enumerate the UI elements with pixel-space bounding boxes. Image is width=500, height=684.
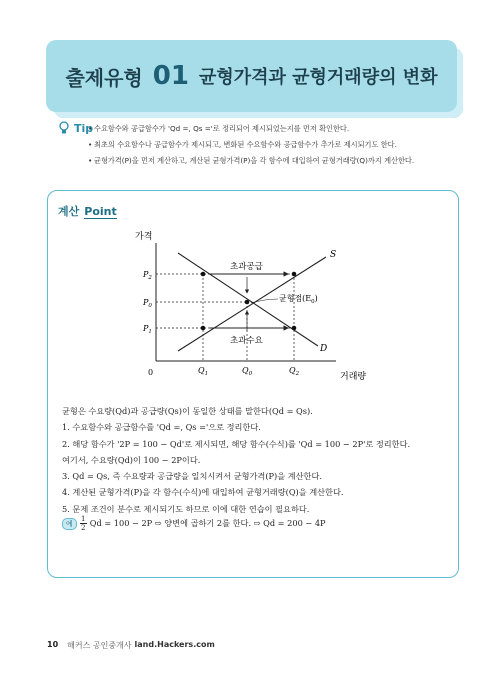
demand-label: D [320, 344, 328, 354]
calc-line: 4. 계산된 균형가격(P)을 각 함수(수식)에 대입하여 균형거래량(Q)을 계산한다. [62, 487, 344, 498]
calc-line: 5. 문제 조건이 분수로 제시되기도 하므로 이에 대한 연습이 필요하다. [62, 503, 310, 514]
origin-label: 0 [148, 368, 154, 377]
tip-item: • 최초의 수요함수나 공급함수가 제시되고, 변화된 수요함수와 공급함수가 추가로 제시되기도 한다. [88, 137, 483, 153]
calc-line: 2. 해당 함수가 '2P = 100 − Qd'로 제시되면, 해당 함수(수식)를 'Qd = 100 − 2P'로 정리한다. [62, 438, 411, 449]
excess-supply-label: 초과공급 [230, 262, 263, 272]
calc-point-box [47, 190, 459, 578]
y-axis-label: 가격 [135, 232, 153, 242]
page-number: 10 [47, 640, 59, 649]
p2-label: $P_2$ [143, 270, 152, 281]
tip-list [88, 121, 483, 169]
p0-label: $P_0$ [143, 298, 152, 309]
title-category: 출제유형 [65, 65, 143, 90]
q1-label: $Q_1$ [198, 366, 209, 377]
footer-brand: 해커스 공인중개사 [67, 641, 132, 650]
title-number: 01 [152, 61, 189, 91]
example-badge: 예 [62, 518, 77, 530]
tip-label: Tip [74, 121, 94, 135]
calc-explanation [62, 403, 452, 517]
calc-head-ko: 계산 [58, 205, 80, 218]
point-equilibrium [245, 300, 250, 305]
fraction-denominator: 2 [81, 524, 86, 532]
supply-demand-graph [48, 191, 458, 401]
equilibrium-label: 균형점$(E_0)$ [279, 294, 318, 305]
page-footer [47, 640, 215, 651]
calc-line: 1. 수요함수와 공급함수를 'Qd =, Qs ='으로 정리한다. [62, 422, 261, 433]
q0-label: $Q_0$ [242, 366, 253, 377]
calc-line: 균형은 수요량(Qd)과 공급량(Qs)이 동일한 상태를 말한다(Qd = Qs). [62, 406, 313, 416]
fraction-numerator: 1 [81, 515, 86, 523]
title-label: 균형가격과 균형거래량의 변화 [198, 67, 438, 88]
tip-item: • 수요함수와 공급함수가 'Qd =, Qs ='로 정리되어 제시되었는지를 먼저 확인한다. [88, 121, 483, 137]
page-title [46, 40, 457, 112]
example-text: Qd = 100 − 2P ⇨ 양변에 곱하기 2를 한다. ⇨ Qd = 200 − 4P [89, 518, 326, 528]
tip-item: • 균형가격(P)을 먼저 계산하고, 계산된 균형가격(P)을 각 함수에 대입하여 균형거래량(Q)까지 계산한다. [88, 153, 483, 169]
calc-line: 여기서, 수요량(Qd)이 100 − 2P이다. [62, 454, 201, 465]
lightbulb-icon [58, 121, 70, 135]
point-q2-p2 [292, 272, 297, 277]
point-q1-p1 [201, 326, 206, 331]
calc-line: 3. Qd = Qs, 즉 수요량과 공급량을 일치시켜서 균형가격(P)을 계산한다. [62, 471, 322, 482]
point-q2-p1 [292, 326, 297, 331]
footer-site: land.Hackers.com [134, 640, 215, 649]
supply-label: S [330, 250, 337, 260]
p1-label: $P_1$ [143, 324, 152, 335]
point-q1-p2 [201, 272, 206, 277]
example-line [62, 515, 326, 532]
fraction [80, 515, 87, 532]
x-axis-label: 거래량 [340, 372, 367, 382]
calc-head-en: Point [84, 205, 117, 218]
excess-demand-label: 초과수요 [230, 336, 263, 346]
q2-label: $Q_2$ [289, 366, 300, 377]
